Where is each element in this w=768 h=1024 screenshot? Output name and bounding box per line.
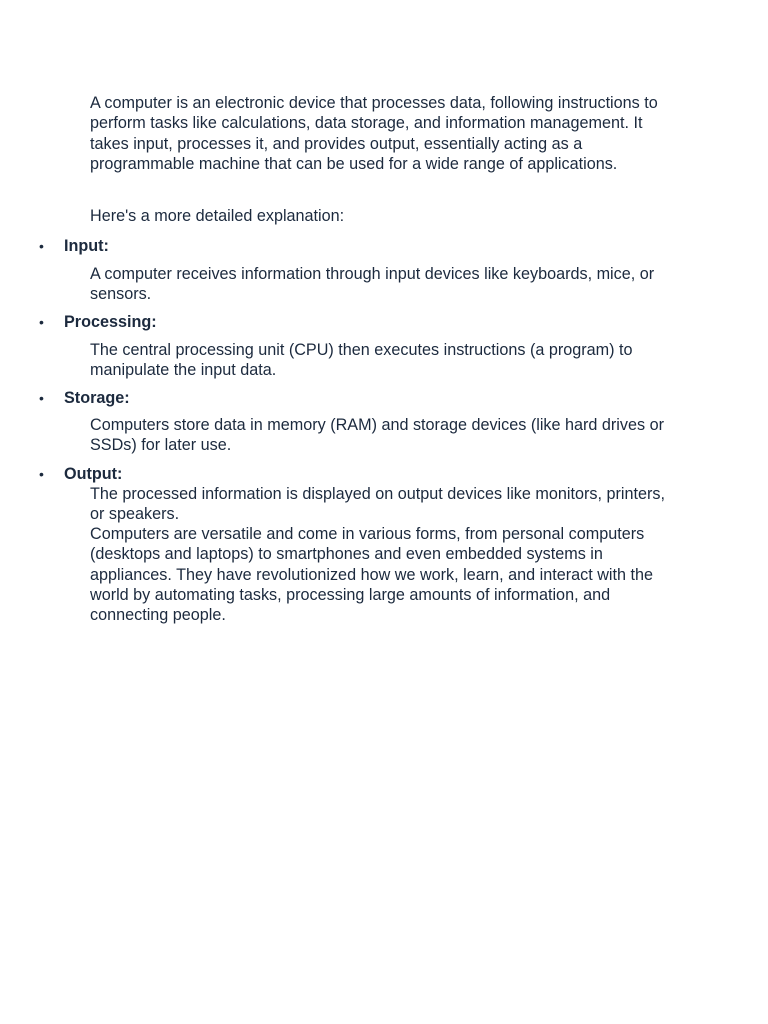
intro-paragraph: A computer is an electronic device that processes data, following instructions to perform tasks like calculations, data storage, and information management. It takes input, processes it, and provides output, essentially acting as a programmable machine that can be used for a wide range of applications. [90,94,658,173]
bullet-icon: • [39,314,44,330]
list-item-description: The processed information is displayed on output devices like monitors, printers, or speakers. [90,485,665,524]
closing-paragraph: Computers are versatile and come in various forms, from personal computers (desktops and laptops) to smartphones and even embedded systems in appliances. They have revolutionized how we work, learn, and interact with the world by automating tasks, processing large amounts of information, and connecting people. [90,525,653,625]
bullet-icon: • [39,466,44,482]
list-item-description: Computers store data in memory (RAM) and storage devices (like hard drives or SSDs) for later use. [90,416,664,455]
list-item-label: Processing: [64,313,157,331]
lead-paragraph: Here's a more detailed explanation: [90,207,345,225]
list-item-storage [0,388,768,408]
list-item-label: Output: [64,465,123,483]
list-item-label: Storage: [64,389,130,407]
bullet-icon: • [39,390,44,406]
list-item-label: Input: [64,237,109,255]
list-item-output [0,464,768,484]
list-item-description: The central processing unit (CPU) then executes instructions (a program) to manipulate the input data. [90,341,633,380]
list-item-input [0,236,768,256]
bullet-icon: • [39,238,44,254]
list-item-processing [0,312,768,332]
list-item-description: A computer receives information through input devices like keyboards, mice, or sensors. [90,265,655,304]
